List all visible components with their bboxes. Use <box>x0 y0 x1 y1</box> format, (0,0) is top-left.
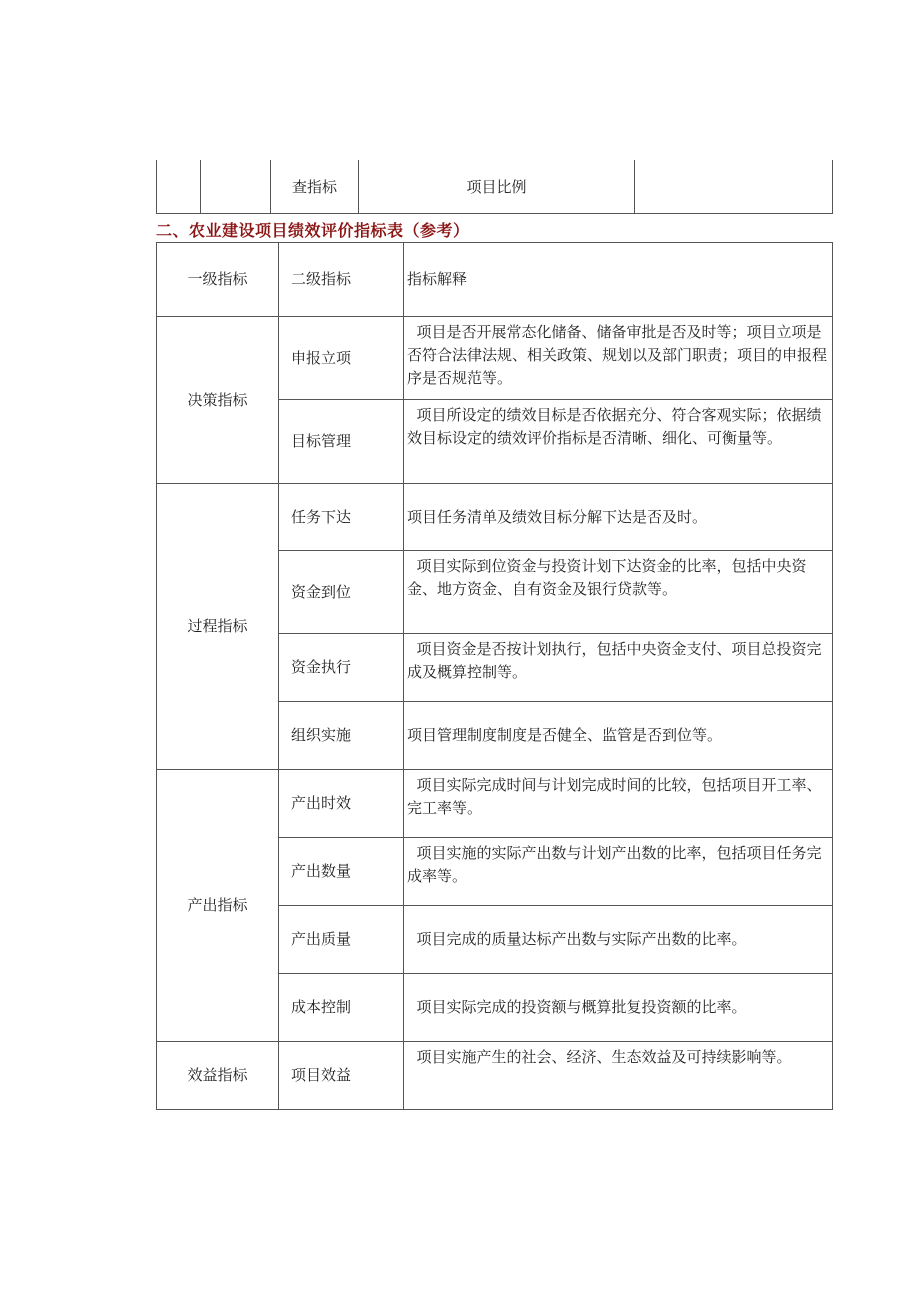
level2-cell: 组织实施 <box>279 702 404 770</box>
level1-cell: 产出指标 <box>157 770 279 1042</box>
explanation-cell: 项目实际完成的投资额与概算批复投资额的比率。 <box>404 974 833 1042</box>
level2-cell: 产出质量 <box>279 906 404 974</box>
level2-cell: 目标管理 <box>279 400 404 484</box>
table-cell <box>201 160 271 214</box>
level1-cell: 决策指标 <box>157 317 279 484</box>
section-heading: 二、农业建设项目绩效评价指标表（参考） <box>156 221 470 240</box>
table-row <box>157 160 833 214</box>
table-row <box>157 484 833 551</box>
explanation-cell: 项目实际到位资金与投资计划下达资金的比率，包括中央资金、地方资金、自有资金及银行贷款等。 <box>404 551 833 634</box>
explanation-cell: 项目实际完成时间与计划完成时间的比较，包括项目开工率、完工率等。 <box>404 770 833 838</box>
continued-table <box>156 160 833 214</box>
header-level1: 一级指标 <box>157 243 279 317</box>
level2-cell: 产出时效 <box>279 770 404 838</box>
level2-cell: 项目效益 <box>279 1042 404 1110</box>
table-cell: 查指标 <box>271 160 359 214</box>
indicator-table <box>156 242 833 1110</box>
explanation-cell: 项目所设定的绩效目标是否依据充分、符合客观实际；依据绩效目标设定的绩效评价指标是否清晰、细化、可衡量等。 <box>404 400 833 484</box>
explanation-cell: 项目是否开展常态化储备、储备审批是否及时等；项目立项是否符合法律法规、相关政策、规划以及部门职责；项目的申报程序是否规范等。 <box>404 317 833 400</box>
explanation-cell: 项目实施的实际产出数与计划产出数的比率，包括项目任务完成率等。 <box>404 838 833 906</box>
table-row <box>157 770 833 838</box>
explanation-cell: 项目完成的质量达标产出数与实际产出数的比率。 <box>404 906 833 974</box>
explanation-cell: 项目管理制度制度是否健全、监管是否到位等。 <box>404 702 833 770</box>
level2-cell: 任务下达 <box>279 484 404 551</box>
table-cell: 项目比例 <box>359 160 635 214</box>
level2-cell: 资金执行 <box>279 634 404 702</box>
explanation-cell: 项目资金是否按计划执行，包括中央资金支付、项目总投资完成及概算控制等。 <box>404 634 833 702</box>
explanation-cell: 项目任务清单及绩效目标分解下达是否及时。 <box>404 484 833 551</box>
table-cell <box>635 160 833 214</box>
level1-cell: 效益指标 <box>157 1042 279 1110</box>
level2-cell: 申报立项 <box>279 317 404 400</box>
level2-cell: 资金到位 <box>279 551 404 634</box>
level2-cell: 产出数量 <box>279 838 404 906</box>
table-cell <box>157 160 201 214</box>
level2-cell: 成本控制 <box>279 974 404 1042</box>
table-row <box>157 317 833 400</box>
level1-cell: 过程指标 <box>157 484 279 770</box>
header-explanation: 指标解释 <box>404 243 833 317</box>
table-row <box>157 1042 833 1110</box>
header-level2: 二级指标 <box>279 243 404 317</box>
explanation-cell: 项目实施产生的社会、经济、生态效益及可持续影响等。 <box>404 1042 833 1110</box>
table-header-row <box>157 243 833 317</box>
